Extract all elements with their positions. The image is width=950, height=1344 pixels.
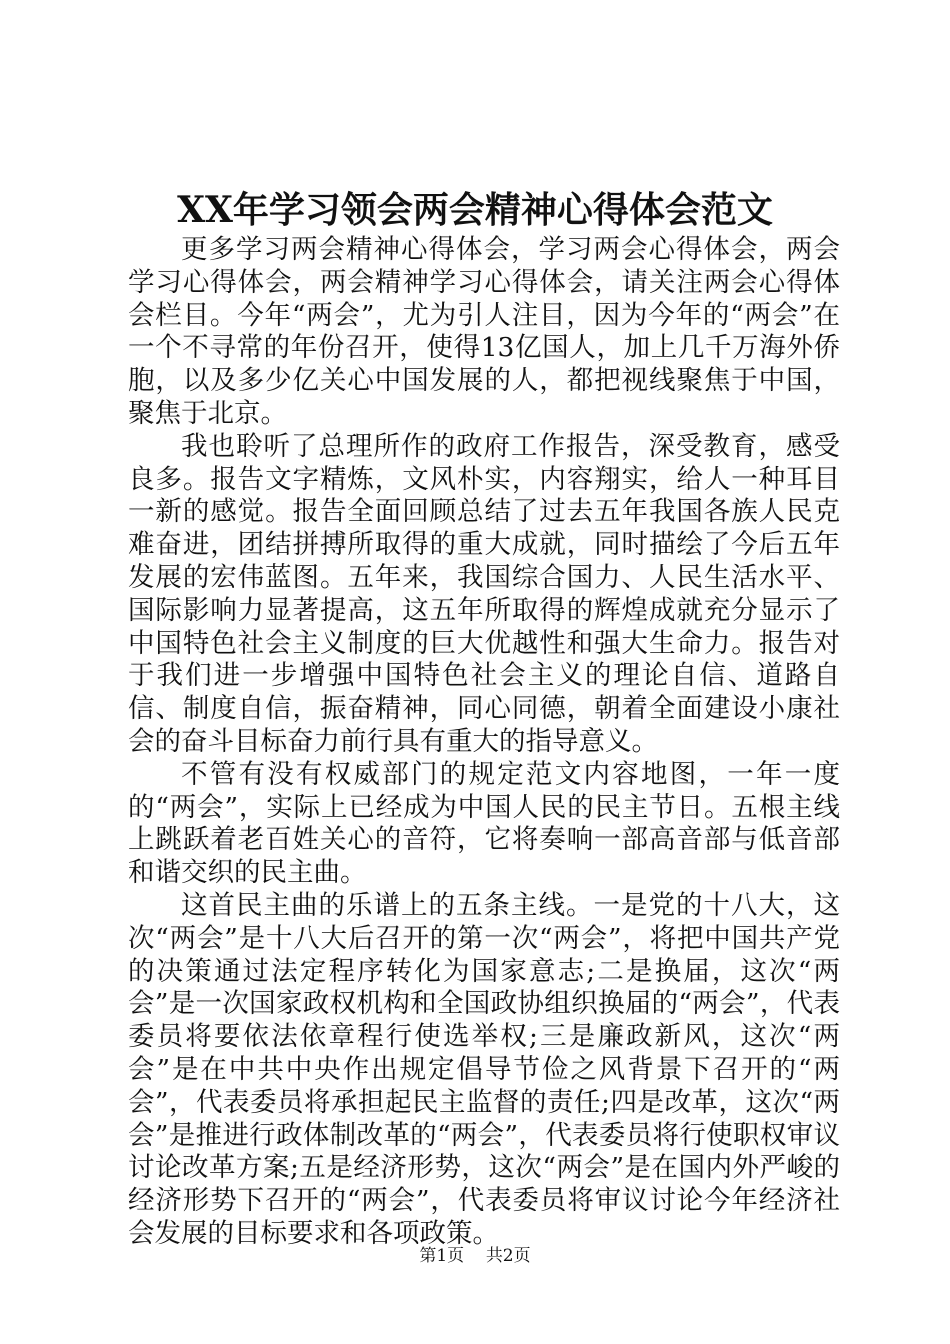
page-spacer — [470, 1246, 481, 1266]
paragraph: 更多学习两会精神心得体会，学习两会心得体会，两会学习心得体会，两会精神学习心得体会，请关注两会心得体会栏目。今年“两会”，尤为引人注目，因为今年的“两会”在一个不寻常的年份召开，使得13亿国人，加上几千万海外侨胞，以及多少亿关心中国发展的人，都把视线聚焦于中国，聚焦于北京。 — [128, 234, 840, 429]
page-total: 共2页 — [485, 1246, 531, 1266]
page-footer — [0, 1244, 950, 1268]
document-body — [128, 234, 840, 1251]
document-title: XX年学习领会两会精神心得体会范文 — [177, 189, 773, 231]
paragraph: 这首民主曲的乐谱上的五条主线。一是党的十八大，这次“两会”是十八大后召开的第一次“两会”，将把中国共产党的决策通过法定程序转化为国家意志;二是换届，这次“两会”是一次国家政权机构和全国政协组织换届的“两会”，代表委员将要依法依章程行使选举权;三是廉政新风，这次“两会”是在中共中央作出规定倡导节俭之风背景下召开的“两会”，代表委员将承担起民主监督的责任;四是改革，这次“两会”是推进行政体制改革的“两会”，代表委员将行使职权审议讨论改革方案;五是经济形势，这次“两会”是在国内外严峻的经济形势下召开的“两会”，代表委员将审议讨论今年经济社会发展的目标要求和各项政策。 — [128, 889, 840, 1249]
paragraph: 不管有没有权威部门的规定范文内容地图，一年一度的“两会”，实际上已经成为中国人民的民主节日。五根主线上跳跃着老百姓关心的音符，它将奏响一部高音部与低音部和谐交织的民主曲。 — [128, 758, 840, 889]
paragraph: 我也聆听了总理所作的政府工作报告，深受教育，感受良多。报告文字精炼，文风朴实，内容翔实，给人一种耳目一新的感觉。报告全面回顾总结了过去五年我国各族人民克难奋进，团结拼搏所取得的重大成就，同时描绘了今后五年发展的宏伟蓝图。五年来，我国综合国力、人民生活水平、国际影响力显著提高，这五年所取得的辉煌成就充分显示了中国特色社会主义制度的巨大优越性和强大生命力。报告对于我们进一步增强中国特色社会主义的理论自信、道路自信、制度自信，振奋精神，同心同德，朝着全面建设小康社会的奋斗目标奋力前行具有重大的指导意义。 — [128, 430, 840, 757]
page-number: 第1页 — [419, 1246, 465, 1266]
